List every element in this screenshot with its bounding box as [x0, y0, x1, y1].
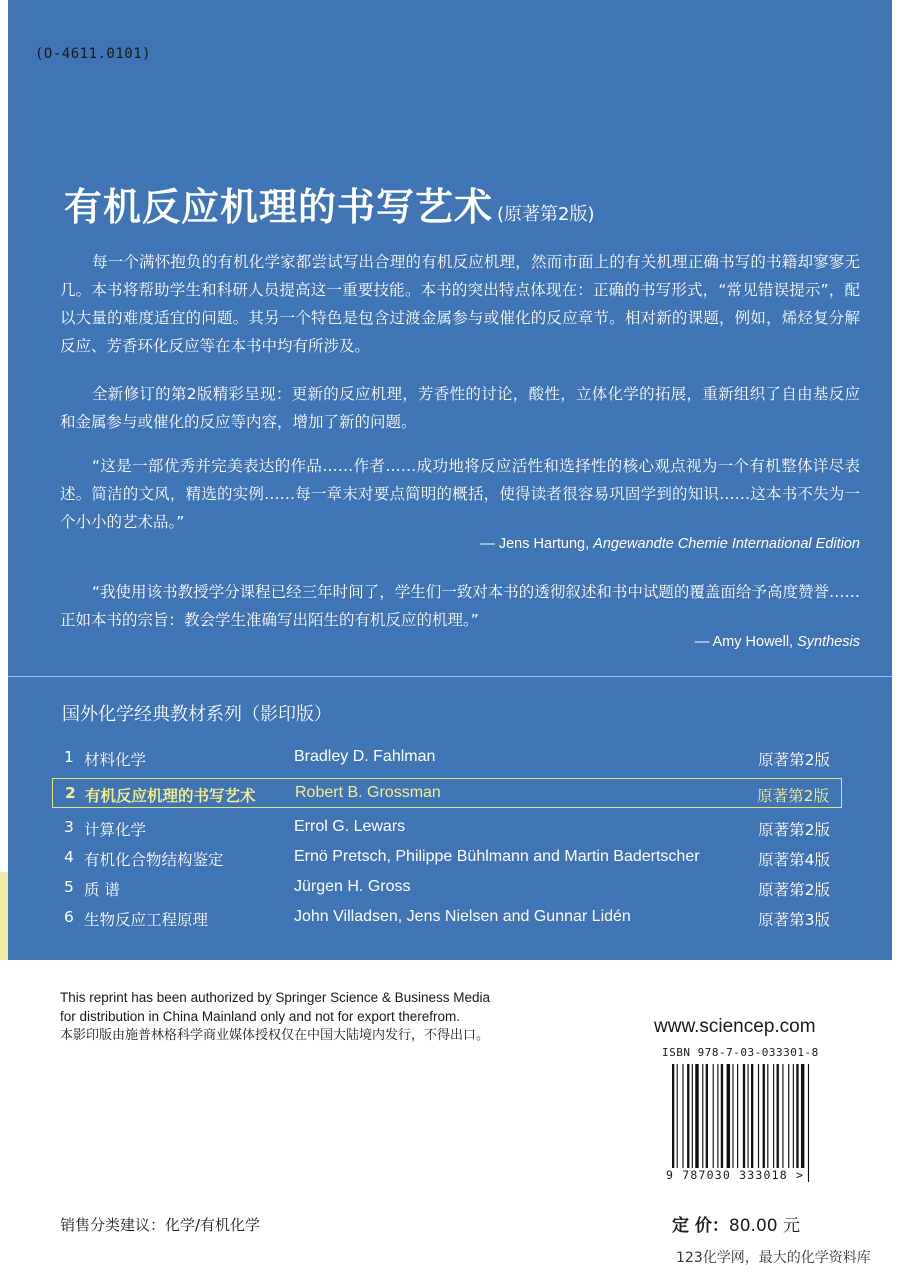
series-number: 3 — [64, 818, 74, 836]
catalog-code: (O-4611.0101) — [35, 46, 152, 62]
second-edition-paragraph: 全新修订的第2版精彩呈现：更新的反应机理，芳香性的讨论，酸性，立体化学的拓展，重新组织了自由基反应和金属参与或催化的反应等内容，增加了新的问题。 — [60, 385, 860, 431]
series-edition: 原著第4版 — [758, 851, 830, 869]
series-row — [52, 842, 842, 872]
review-quote-1: “这是一部优秀并完美表达的作品……作者……成功地将反应活性和选择性的核心观点视为一个有机整体详尽表述。简洁的文风，精选的实例……每一章末对要点简明的概括，使得读者很容易巩固学到的知识……这本书不失为一个小小的艺术品。” — [60, 457, 860, 531]
reprint-notice-cn: 本影印版由施普林格科学商业媒体授权仅在中国大陆境内发行，不得出口。 — [60, 1028, 490, 1043]
series-row — [52, 742, 842, 772]
series-book-name: 材料化学 — [84, 751, 147, 769]
series-number: 4 — [64, 848, 74, 866]
review-quote-2-attribution — [695, 634, 860, 650]
attribution-dash: — — [694, 634, 713, 650]
attribution-dash: — — [480, 536, 499, 552]
price-label: 定 价： — [672, 1216, 729, 1236]
barcode-digits: 9 787030 333018 > — [666, 1168, 805, 1182]
book-title — [64, 176, 595, 231]
series-title: 国外化学经典教材系列（影印版） — [62, 704, 332, 725]
series-book-name: 有机反应机理的书写艺术 — [85, 787, 256, 805]
intro-paragraph: 每一个满怀抱负的有机化学家都尝试写出合理的有机反应机理，然而市面上的有关机理正确书写的书籍却寥寥无几。本书将帮助学生和科研人员提高这一重要技能。本书的突出特点体现在：正确的书写形式，“常见错误提示”，配以大量的难度适宜的问题。其另一个特色是包含过渡金属参与或催化的反应章节。相对新的课题，例如，烯烃复分解反应、芳香环化反应等在本书中均有所涉及。 — [60, 253, 860, 355]
series-author: Ernö Pretsch, Philippe Bühlmann and Martin Badertscher — [294, 848, 700, 865]
series-row — [52, 872, 842, 902]
series-edition: 原著第3版 — [758, 911, 830, 929]
review-quote-2: “我使用该书教授学分课程已经三年时间了，学生们一致对本书的透彻叙述和书中试题的覆盖面给予高度赞誉……正如本书的宗旨：教会学生准确写出陌生的有机反应的机理。” — [60, 583, 860, 629]
sales-category: 销售分类建议：化学/有机化学 — [60, 1216, 261, 1234]
series-edition: 原著第2版 — [757, 787, 829, 805]
series-book-name: 有机化合物结构鉴定 — [84, 851, 224, 869]
barcode-image — [672, 1064, 822, 1182]
attribution-name: Amy Howell, — [712, 634, 798, 650]
isbn-label: ISBN 978-7-03-033301-8 — [662, 1046, 819, 1059]
series-row — [52, 812, 842, 842]
attribution-source: Synthesis — [797, 634, 860, 650]
series-author: John Villadsen, Jens Nielsen and Gunnar Lidén — [294, 908, 631, 925]
site-watermark: 123化学网，最大的化学资料库 — [676, 1250, 871, 1266]
book-title-edition: (原著第2版) — [497, 204, 595, 225]
series-number: 5 — [64, 878, 74, 896]
series-row-current-book — [52, 778, 842, 808]
price-value: 80.00 元 — [728, 1216, 800, 1236]
series-edition: 原著第2版 — [758, 881, 830, 899]
series-list — [52, 742, 842, 932]
series-author: Errol G. Lewars — [294, 818, 406, 835]
series-book-name: 计算化学 — [84, 821, 147, 839]
publisher-website: www.sciencep.com — [654, 1016, 816, 1037]
series-author: Robert B. Grossman — [295, 784, 441, 801]
price — [672, 1211, 800, 1236]
series-row — [52, 902, 842, 932]
series-edition: 原著第2版 — [758, 821, 830, 839]
attribution-source: Angewandte Chemie International Edition — [593, 536, 860, 552]
series-author: Jürgen H. Gross — [294, 878, 411, 895]
series-edition: 原著第2版 — [758, 751, 830, 769]
series-author: Bradley D. Fahlman — [294, 748, 436, 765]
series-book-name: 生物反应工程原理 — [84, 911, 209, 929]
section-divider — [8, 676, 892, 677]
attribution-name: Jens Hartung, — [498, 536, 594, 552]
series-number: 1 — [64, 748, 74, 766]
book-title-main: 有机反应机理的书写艺术 — [64, 185, 494, 229]
reprint-notice-en-line1: This reprint has been authorized by Springer Science & Business Media — [60, 990, 490, 1005]
reprint-notice-en-line2: for distribution in China Mainland only and not for export therefrom. — [60, 1009, 460, 1024]
series-book-name: 质 谱 — [84, 881, 120, 899]
reprint-notice — [60, 988, 620, 1045]
series-number: 2 — [65, 784, 76, 802]
spine-edge — [0, 872, 8, 960]
series-number: 6 — [64, 908, 74, 926]
review-quote-1-attribution — [480, 536, 860, 552]
